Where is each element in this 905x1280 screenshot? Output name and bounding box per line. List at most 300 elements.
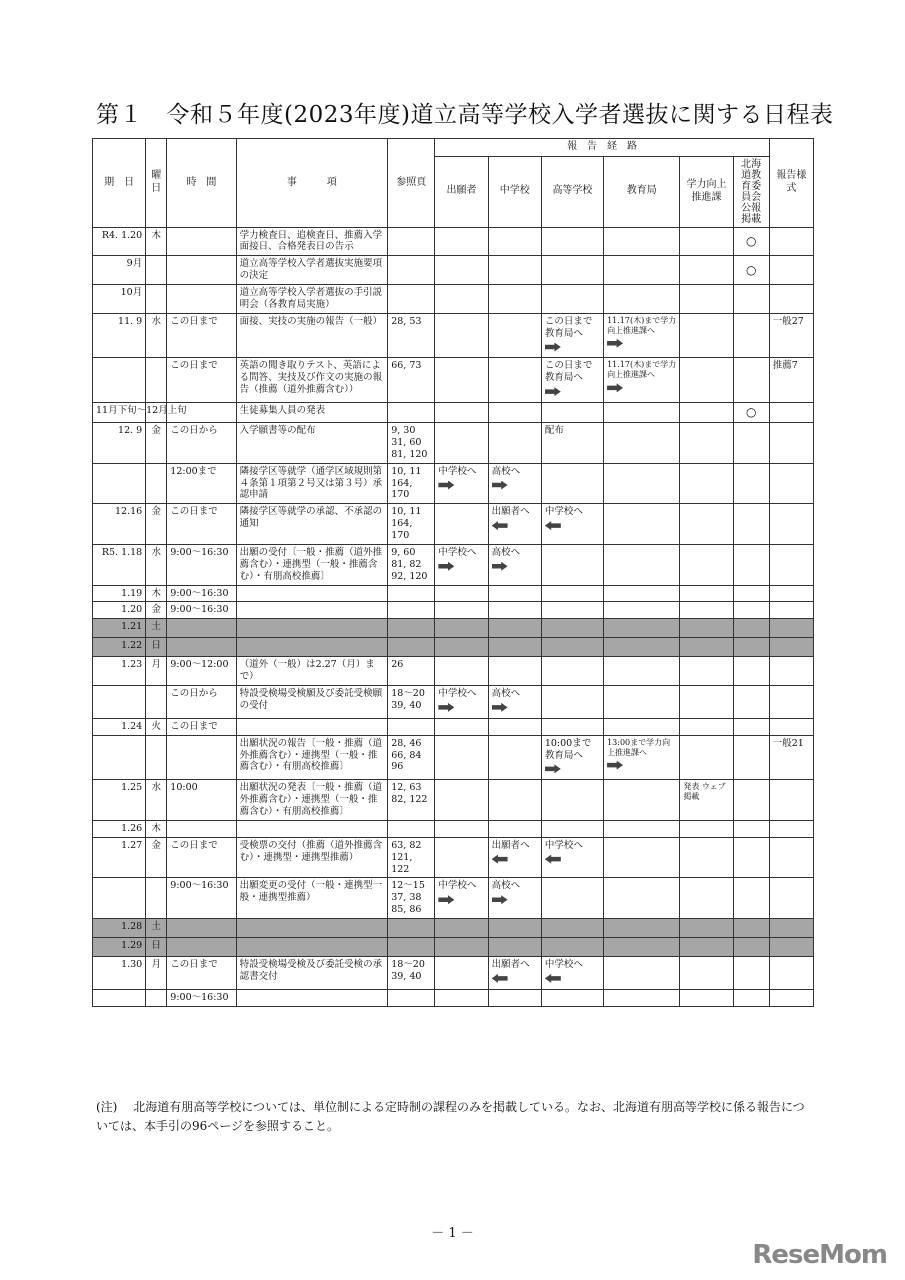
page-cell: 66, 73 xyxy=(388,358,435,403)
weekday-cell: 金 xyxy=(146,504,167,545)
header-date: 期 日 xyxy=(93,139,146,228)
weekday-cell xyxy=(146,735,167,780)
time-cell: 9:00〜12:00 xyxy=(167,657,236,686)
high-cell xyxy=(541,657,603,686)
weekday-cell: 月 xyxy=(146,957,167,990)
table-row xyxy=(93,256,814,285)
table-row xyxy=(93,718,814,735)
junior-cell xyxy=(488,638,541,657)
high-cell xyxy=(541,619,603,638)
table-row xyxy=(93,780,814,821)
date-cell: 12. 9 xyxy=(93,423,146,464)
applicant-cell xyxy=(435,718,488,735)
high-cell xyxy=(541,638,603,657)
time-cell xyxy=(167,938,236,957)
weekday-cell xyxy=(146,989,167,1006)
high-cell xyxy=(541,463,603,504)
junior-cell xyxy=(488,585,541,602)
table-row xyxy=(93,504,814,545)
dept-cell xyxy=(680,820,733,837)
form-cell xyxy=(769,285,813,314)
weekday-cell: 金 xyxy=(146,837,167,878)
junior-cell: 出願者へ xyxy=(488,957,541,990)
applicant-cell xyxy=(435,585,488,602)
arrow-left-icon xyxy=(492,855,508,864)
committee-cell xyxy=(733,820,769,837)
high-cell xyxy=(541,938,603,957)
weekday-cell xyxy=(146,463,167,504)
table-row xyxy=(93,358,814,403)
page-cell xyxy=(388,820,435,837)
item-cell: 入学願書等の配布 xyxy=(236,423,388,464)
table-row xyxy=(93,957,814,990)
dept-cell xyxy=(680,602,733,619)
time-cell xyxy=(167,619,236,638)
junior-cell: 高校へ xyxy=(488,544,541,585)
dept-cell xyxy=(680,919,733,938)
dept-cell xyxy=(680,989,733,1006)
item-cell: 英語の聞き取りテスト、英語による問答、実技及び作文の実施の報告（推薦（道外推薦含む）） xyxy=(236,358,388,403)
committee-cell xyxy=(733,358,769,403)
committee-cell xyxy=(733,619,769,638)
time-cell xyxy=(167,638,236,657)
board-cell xyxy=(604,957,680,990)
board-cell xyxy=(604,585,680,602)
board-cell xyxy=(604,619,680,638)
table-row xyxy=(93,735,814,780)
dept-cell: 発表 ウェブ掲載 xyxy=(680,780,733,821)
high-cell xyxy=(541,544,603,585)
form-cell xyxy=(769,686,813,719)
board-cell xyxy=(604,403,680,423)
page-cell: 26 xyxy=(388,657,435,686)
weekday-cell: 水 xyxy=(146,780,167,821)
applicant-cell xyxy=(435,403,488,423)
arrow-right-icon xyxy=(492,703,508,712)
high-cell: 10:00まで教育局へ xyxy=(541,735,603,780)
item-cell: 隣接学区等就学（通学区域規則第４条第１項第２号又は第３号）承認申請 xyxy=(236,463,388,504)
high-cell xyxy=(541,585,603,602)
form-cell xyxy=(769,989,813,1006)
item-cell: 道立高等学校入学者選抜実施要項の決定 xyxy=(236,256,388,285)
junior-cell xyxy=(488,919,541,938)
date-cell xyxy=(93,463,146,504)
resemom-logo: ReseMom xyxy=(752,1240,887,1270)
junior-cell xyxy=(488,718,541,735)
dept-cell xyxy=(680,837,733,878)
time-cell xyxy=(167,919,236,938)
date-cell: 1.20 xyxy=(93,602,146,619)
item-cell: 受検票の交付（推薦（道外推薦含む）・連携型・連携型推薦） xyxy=(236,837,388,878)
item-cell xyxy=(236,989,388,1006)
time-cell: この日から xyxy=(167,686,236,719)
committee-cell xyxy=(733,285,769,314)
high-cell: 中学校へ xyxy=(541,504,603,545)
committee-cell: ○ xyxy=(733,227,769,256)
committee-cell xyxy=(733,686,769,719)
time-cell: この日まで xyxy=(167,837,236,878)
table-row xyxy=(93,619,814,638)
applicant-cell xyxy=(435,256,488,285)
applicant-cell xyxy=(435,938,488,957)
board-cell xyxy=(604,878,680,919)
weekday-cell xyxy=(146,256,167,285)
applicant-cell xyxy=(435,989,488,1006)
applicant-cell xyxy=(435,820,488,837)
arrow-right-icon xyxy=(438,703,454,712)
arrow-left-icon xyxy=(492,521,508,530)
arrow-left-icon xyxy=(545,855,561,864)
form-cell xyxy=(769,544,813,585)
page-cell xyxy=(388,285,435,314)
item-cell: 道立高等学校入学者選抜の手引説明会（各教育局実施） xyxy=(236,285,388,314)
table-row xyxy=(93,602,814,619)
arrow-left-icon xyxy=(492,974,508,983)
board-cell xyxy=(604,638,680,657)
dept-cell xyxy=(680,585,733,602)
time-cell: 9:00〜16:30 xyxy=(167,602,236,619)
applicant-cell: 中学校へ xyxy=(435,463,488,504)
header-junior: 中学校 xyxy=(488,156,541,227)
weekday-cell: 木 xyxy=(146,820,167,837)
page-cell: 12, 63 82, 122 xyxy=(388,780,435,821)
time-cell xyxy=(167,735,236,780)
high-cell xyxy=(541,285,603,314)
header-high: 高等学校 xyxy=(541,156,603,227)
page-cell: 63, 82 121, 122 xyxy=(388,837,435,878)
board-cell xyxy=(604,227,680,256)
item-cell: 隣接学区等就学の承認、不承認の通知 xyxy=(236,504,388,545)
page-cell: 10, 11 164, 170 xyxy=(388,504,435,545)
junior-cell xyxy=(488,358,541,403)
form-cell xyxy=(769,919,813,938)
arrow-left-icon xyxy=(545,974,561,983)
committee-cell: ○ xyxy=(733,256,769,285)
time-cell xyxy=(167,256,236,285)
board-cell xyxy=(604,820,680,837)
board-cell xyxy=(604,837,680,878)
date-cell xyxy=(93,686,146,719)
dept-cell xyxy=(680,504,733,545)
junior-cell: 高校へ xyxy=(488,463,541,504)
date-cell xyxy=(93,989,146,1006)
table-row xyxy=(93,686,814,719)
header-committee: 北海道教育委員会公報掲載 xyxy=(733,156,769,227)
committee-cell xyxy=(733,657,769,686)
header-route: 報 告 経 路 xyxy=(435,139,769,157)
board-cell xyxy=(604,780,680,821)
weekday-cell xyxy=(146,285,167,314)
junior-cell xyxy=(488,227,541,256)
applicant-cell: 中学校へ xyxy=(435,544,488,585)
page-cell: 18〜20 39, 40 xyxy=(388,686,435,719)
weekday-cell xyxy=(146,686,167,719)
high-cell xyxy=(541,227,603,256)
header-item: 事 項 xyxy=(236,139,388,228)
schedule-body xyxy=(93,227,814,1006)
dept-cell xyxy=(680,619,733,638)
junior-cell xyxy=(488,735,541,780)
junior-cell xyxy=(488,820,541,837)
table-row xyxy=(93,463,814,504)
date-cell: 1.25 xyxy=(93,780,146,821)
weekday-cell: 水 xyxy=(146,544,167,585)
applicant-cell xyxy=(435,227,488,256)
header-form: 報告様式 xyxy=(769,139,813,228)
dept-cell xyxy=(680,657,733,686)
form-cell xyxy=(769,657,813,686)
table-row xyxy=(93,820,814,837)
note-label: (注) xyxy=(96,1100,118,1114)
table-row xyxy=(93,919,814,938)
junior-cell xyxy=(488,313,541,358)
high-cell xyxy=(541,686,603,719)
committee-cell xyxy=(733,504,769,545)
table-row xyxy=(93,585,814,602)
arrow-right-icon xyxy=(545,343,561,352)
arrow-right-icon xyxy=(607,383,623,392)
header-applicant: 出願者 xyxy=(435,156,488,227)
weekday-cell: 金 xyxy=(146,602,167,619)
time-cell: 12:00まで xyxy=(167,463,236,504)
weekday-cell xyxy=(146,358,167,403)
junior-cell xyxy=(488,403,541,423)
page-cell xyxy=(388,602,435,619)
committee-cell xyxy=(733,585,769,602)
committee-cell xyxy=(733,878,769,919)
weekday-cell: 土 xyxy=(146,619,167,638)
date-cell: 1.22 xyxy=(93,638,146,657)
committee-cell xyxy=(733,780,769,821)
date-cell: 1.27 xyxy=(93,837,146,878)
dept-cell xyxy=(680,285,733,314)
applicant-cell xyxy=(435,638,488,657)
applicant-cell xyxy=(435,919,488,938)
table-row xyxy=(93,638,814,657)
board-cell xyxy=(604,256,680,285)
arrow-right-icon xyxy=(438,481,454,490)
form-cell xyxy=(769,585,813,602)
dept-cell xyxy=(680,463,733,504)
arrow-right-icon xyxy=(438,895,454,904)
date-cell: 1.19 xyxy=(93,585,146,602)
applicant-cell xyxy=(435,285,488,314)
time-cell: 9:00〜16:30 xyxy=(167,878,236,919)
form-cell xyxy=(769,504,813,545)
junior-cell xyxy=(488,657,541,686)
page-number: － 1 － xyxy=(431,1226,474,1241)
committee-cell xyxy=(733,938,769,957)
applicant-cell xyxy=(435,602,488,619)
arrow-right-icon xyxy=(438,562,454,571)
date-cell: 1.30 xyxy=(93,957,146,990)
applicant-cell xyxy=(435,504,488,545)
weekday-cell xyxy=(146,878,167,919)
time-cell: この日まで xyxy=(167,358,236,403)
applicant-cell xyxy=(435,780,488,821)
page-cell: 10, 11 164, 170 xyxy=(388,463,435,504)
board-cell: 11.17(木)まで学力向上推進課へ xyxy=(604,358,680,403)
dept-cell xyxy=(680,358,733,403)
committee-cell xyxy=(733,313,769,358)
arrow-right-icon xyxy=(545,387,561,396)
committee-cell xyxy=(733,544,769,585)
junior-cell xyxy=(488,989,541,1006)
date-cell xyxy=(93,358,146,403)
form-cell xyxy=(769,820,813,837)
arrow-left-icon xyxy=(545,521,561,530)
weekday-cell: 木 xyxy=(146,585,167,602)
page-cell xyxy=(388,938,435,957)
time-cell: この日まで xyxy=(167,504,236,545)
item-cell xyxy=(236,718,388,735)
item-cell xyxy=(236,919,388,938)
committee-cell xyxy=(733,602,769,619)
dept-cell xyxy=(680,544,733,585)
page-cell: 12〜15 37, 38 85, 86 xyxy=(388,878,435,919)
high-cell: 中学校へ xyxy=(541,837,603,878)
time-cell: 10:00 xyxy=(167,780,236,821)
item-cell: 面接、実技の実施の報告（一般） xyxy=(236,313,388,358)
weekday-cell: 日 xyxy=(146,638,167,657)
form-cell xyxy=(769,780,813,821)
junior-cell xyxy=(488,602,541,619)
high-cell: この日まで教育局へ xyxy=(541,313,603,358)
item-cell: 生徒募集人員の発表 xyxy=(236,403,388,423)
high-cell xyxy=(541,256,603,285)
item-cell: 特設受検場受検願及び委託受検願の受付 xyxy=(236,686,388,719)
weekday-cell: 金 xyxy=(146,423,167,464)
item-cell xyxy=(236,619,388,638)
form-cell: 一般21 xyxy=(769,735,813,780)
page-cell: 9, 30 31, 60 81, 120 xyxy=(388,423,435,464)
table-row xyxy=(93,837,814,878)
high-cell: 配布 xyxy=(541,423,603,464)
board-cell xyxy=(604,919,680,938)
page-cell: 28, 46 66, 84 96 xyxy=(388,735,435,780)
board-cell xyxy=(604,938,680,957)
date-cell xyxy=(93,878,146,919)
date-cell: 1.28 xyxy=(93,919,146,938)
time-cell xyxy=(167,820,236,837)
dept-cell xyxy=(680,735,733,780)
item-cell: （道外（一般）は2.27（月）まで） xyxy=(236,657,388,686)
footnote xyxy=(96,1098,816,1136)
table-row xyxy=(93,403,814,423)
applicant-cell: 中学校へ xyxy=(435,686,488,719)
item-cell: 出願状況の発表〔一般・推薦（道外推薦含む）・連携型（一般・推薦含む）・有朋高校推薦〕 xyxy=(236,780,388,821)
header-weekday: 曜日 xyxy=(146,139,167,228)
applicant-cell xyxy=(435,358,488,403)
board-cell xyxy=(604,718,680,735)
schedule-table xyxy=(92,138,814,1007)
arrow-right-icon xyxy=(492,481,508,490)
table-row xyxy=(93,657,814,686)
table-row xyxy=(93,285,814,314)
table-row xyxy=(93,423,814,464)
high-cell xyxy=(541,820,603,837)
high-cell xyxy=(541,718,603,735)
time-cell: 9:00〜16:30 xyxy=(167,585,236,602)
board-cell xyxy=(604,423,680,464)
arrow-right-icon xyxy=(492,562,508,571)
date-cell: 12.16 xyxy=(93,504,146,545)
form-cell xyxy=(769,463,813,504)
date-cell: R5. 1.18 xyxy=(93,544,146,585)
board-cell xyxy=(604,602,680,619)
table-row xyxy=(93,544,814,585)
time-cell: この日まで xyxy=(167,313,236,358)
committee-cell xyxy=(733,837,769,878)
page-cell xyxy=(388,718,435,735)
page-cell: 28, 53 xyxy=(388,313,435,358)
junior-cell xyxy=(488,423,541,464)
weekday-cell: 土 xyxy=(146,919,167,938)
dept-cell xyxy=(680,957,733,990)
page-cell xyxy=(388,989,435,1006)
header-page: 参照頁 xyxy=(388,139,435,228)
form-cell xyxy=(769,602,813,619)
date-cell: 11. 9 xyxy=(93,313,146,358)
applicant-cell xyxy=(435,619,488,638)
board-cell xyxy=(604,544,680,585)
date-cell: 1.29 xyxy=(93,938,146,957)
date-cell: 1.23 xyxy=(93,657,146,686)
date-cell xyxy=(93,735,146,780)
page-title: 第１ 令和５年度(2023年度)道立高等学校入学者選抜に関する日程表 xyxy=(96,102,834,128)
committee-cell xyxy=(733,463,769,504)
page-cell xyxy=(388,919,435,938)
table-row xyxy=(93,227,814,256)
dept-cell xyxy=(680,403,733,423)
form-cell xyxy=(769,619,813,638)
table-row xyxy=(93,313,814,358)
committee-cell xyxy=(733,957,769,990)
header-board: 教育局 xyxy=(604,156,680,227)
arrow-right-icon xyxy=(607,339,623,348)
note-text: 北海道有朋高等学校については、単位制による定時制の課程のみを掲載している。なお、北海道有朋高等学校に係る報告については、本手引の96ページを参照すること。 xyxy=(96,1100,805,1134)
board-cell xyxy=(604,657,680,686)
dept-cell xyxy=(680,256,733,285)
weekday-cell: 木 xyxy=(146,227,167,256)
page-cell xyxy=(388,585,435,602)
date-cell: 11月下旬〜12月上旬 xyxy=(93,403,146,423)
item-cell xyxy=(236,585,388,602)
applicant-cell xyxy=(435,735,488,780)
item-cell xyxy=(236,938,388,957)
item-cell: 出願の受付〔一般・推薦（道外推薦含む）・連携型（一般・推薦含む）・有朋高校推薦〕 xyxy=(236,544,388,585)
table-row xyxy=(93,878,814,919)
page-cell xyxy=(388,403,435,423)
time-cell: 9:00〜16:30 xyxy=(167,544,236,585)
high-cell xyxy=(541,403,603,423)
dept-cell xyxy=(680,686,733,719)
junior-cell: 出願者へ xyxy=(488,504,541,545)
form-cell xyxy=(769,227,813,256)
committee-cell xyxy=(733,638,769,657)
form-cell xyxy=(769,638,813,657)
committee-cell xyxy=(733,423,769,464)
dept-cell xyxy=(680,878,733,919)
weekday-cell: 水 xyxy=(146,313,167,358)
date-cell: 10月 xyxy=(93,285,146,314)
page-cell xyxy=(388,227,435,256)
board-cell xyxy=(604,504,680,545)
page-cell xyxy=(388,256,435,285)
table-row xyxy=(93,938,814,957)
date-cell: R4. 1.20 xyxy=(93,227,146,256)
page-cell xyxy=(388,619,435,638)
